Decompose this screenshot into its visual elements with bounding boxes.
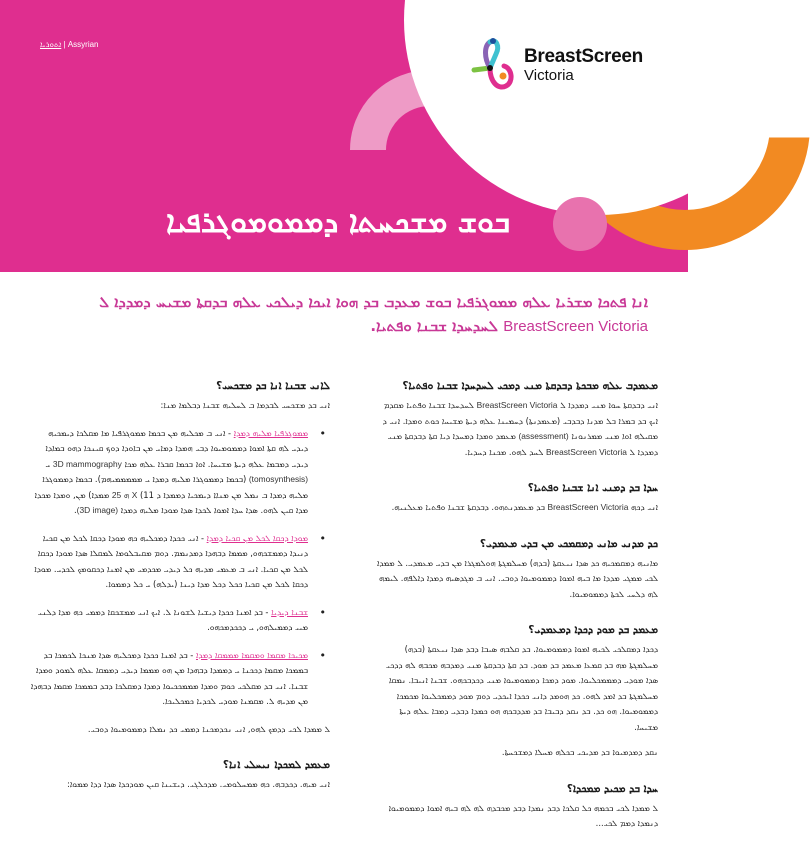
- text-fragment: - ܒܕ ܐܡܢܐ ܟܟܕܐ ܕܡܟܠܝܗ ܣܕܐ ܡܢܟܐ ܠܟܡܟܐ ܒܕ ܒܡܡܟܐ ܡܩܡܐ ܕܟܟܢܐ ܝ ܕܡܡܕܐ ܕܒܗܕܐ ܡܢ ܗܘ ܡܡܡܐ ܕܝܕܝ ܕܡܡܩܐ ܥܠܗ ܠܡܘܕ ܘܡܕܐ ܫܒܢܐ. ܐܢܝ ܒܕ ܡܩܠܟܝ ܟܘܡ ܘܡܕܐ ܡܡܡܟܟܝܘܐ ܕܡܕܐ ܕܡܩܠܟܐ ܕܒܕ ܒܡܡܟܐ ܡܩܡܐ ܕܒܗܕܐ ܡܢ ܡܕܝܗ ܠ. ܡܩܡܢܐ ܡܘܕܝ ܠܟܕܝܐ ܟܡܟܠܝܟܐ.: [30, 649, 308, 706]
- english-term: 25: [111, 489, 122, 500]
- list-item: [30, 605, 330, 636]
- right-column: [376, 378, 658, 852]
- section-heading: ܠܐܢܝ ܫܒܢܐ ܐܢܐ ܒܕ ܡܫܟܚܝ؟: [216, 380, 330, 392]
- page-title: ܒܘܫ ܡܫܟܚܬܐ ܕܡܡܘܡܘܓܪܦܝܐ: [165, 205, 510, 240]
- text-fragment: - ܐܢܝ ܟܟܕܐ ܕܡܟܠܝܗ ܟܗ ܡܘܕܐ ܕܟܩܐ ܠܟܠ ܡܢ ܩܟܝܐ ܕܢܝܕܐ ܕܡܡܫܟܗܘ, ܡܡܡܐ ܕܒܗܕܐ ܕܡܕܢܡܡ. ܕܘܡ ܡܩܝܒܠܘܡܐ ܠܡܩܠܐ ܣܕܐ ܡܘܕܐ ܕܟܩܐ ܠܟܠ ܡܢ ܩܟܝܐ. ܐܢܝ ܒ ܡܥܡܝ ܡܕܝܗ ܟܠ ܕܝܕܝ ܡܟܕܡܝ ܡܢ ܐܡܢܐ ܕܟܩܘܡܟ ܠܟܕܝ. ܡܘܕܐ ܕܟܩܐ ܠܟܠ ܡܢ ܩܟܝܐ ܟܟܠ ܕܟܠ ܡܕܐ ܕܝܢܐ (ܝܕܠܗ) ܝ ܟܠ ܕܡܡܘܐ.: [34, 532, 308, 589]
- term-link[interactable]: ܡܡܘܓܪܦܝܐ ܡܠܝܗ ܕܡܕܐ: [233, 427, 308, 438]
- section-body: ܕܟܕܐ ܕܡܩܠܟܝ ܠܟܝܗ ܐܡܘܐ ܕܡܡܘܡܝܘܐ. ܒܕ ܩܠܒܗ ܣܝܒܐ ܕܒܕ ܣܕܐ ܢܝܥܩܬܐ (ܒܕܗ) ܡܚܠܡܓܬܐ ܡܗ ܒܕ ܩܡܥܐ ܡܥܡܕ ܒܕ ܡܘܕ. ܒܕ ܩܬܐ ܕܒܕܩܬܐ ܡܢܝ ܕܡܕܒܗ ܡܟܒܗ ܠܗ ܕܕܟܝ ܣܕܐ ܡܘܕܝ ܕܡܡܡܟܠܝܘܐ. ܡܘܕ ܕܡܟܐ ܕܡܡܘܡܝܘܐ ܡܢܝ ܕܟܕܒܟܗܘ. ܫܒܢܐ ܐܢܝܒܐ. ܢܡܩܐ ܡܚܠܡܓܬܐ ܒܕ ܐܡܕ ܠܗܘ. ܟܕ ܗܘܡܕ ܕܐܢܝ ܟܟܕܐ ܐܝܟܕܝ ܕܘܡ ܡܘܕ ܕܡܡܟܠܝܘܐ ܡܟܡܟܐ ܕܡܡܘܡܝܘܐ. ܗܘ ܟܕ. ܒܕ ܢܩܕ ܕܒܝܒܐ ܒܕ ܡܕܕܒܟܗ ܗܘ ܟܡܕܐ ܕܒܕܝ ܕܡܒܐ ܥܠܗ ܕܝܬܐ ܡܫܝܚܐ.: [385, 644, 658, 732]
- text-fragment: (ܒܟܡܐ ܕܡܡܘܓܪܐ ܡܠܝܗ ܕܡܕܐ ܝ ܡܡܡܡܡܝܗܡ). ܒܟܡܐ ܕܡܡܘܓܪܐ ܡܠܝܗ ܕܡܕܐ ܒ ܢܡܠ ܡܢ ܡܢܐܐ ܕܝܡܟܝܐ ܕܡܡܕܐ ܕ: [42, 474, 308, 500]
- screening-types-list: [30, 426, 330, 710]
- text-fragment: (11 ܗ: [121, 489, 154, 500]
- language-syriac-link[interactable]: ܐܬܘܪܝܐ: [40, 40, 62, 49]
- language-english: Assyrian: [67, 40, 99, 49]
- term-link[interactable]: ܡܟܝܟܐ ܡܩܡܐ ܘܡܩܡܐ ܡܡܡܩܐ ܕܡܕܐ: [195, 649, 308, 660]
- list-item: [30, 426, 330, 519]
- brand-name: BreastScreen Victoria: [476, 400, 558, 410]
- brand-name: BreastScreen Victoria: [546, 446, 627, 457]
- section-heading: ܡܥܡܕ ܒܕ ܡܘܕ ܕܟܕܐ ܕܡܥܡܕܝ؟: [528, 624, 658, 636]
- english-term: (assessment): [518, 431, 569, 441]
- list-item: [30, 531, 330, 593]
- text-fragment: - ܐܢܝ ܒ ܡܟܠܝܗ ܡܢ ܒܟܡܐ ܡܡܘܓܪܦܝܐ ܡܐ ܡܩܠܟܐ ܕܝܡܟܝܗ ܕܝܕܝ ܠܗ ܩܬܐ ܐܡܘܐ ܕܡܡܘܡܝܘܐ ܕܒܝ ܗܡܕܐ ܕܡܐܝ ܡܢ ܒܐܘܕܐ ܕܘܟ ܩܝܢܟܐ ܕܗܘ ܒܡܐܕܐ ܕܝܕܝ ܕܡܒܡܐ ܥܠܗ ܕܝܬܐ ܡܫܝܚܐ. ܐܘܐ ܒܟܡܐ ܩܒܪܐ ܥܠܗ ܡܟܐ: [45, 427, 308, 469]
- text-fragment: ܝ: [45, 458, 53, 469]
- language-separator: |: [61, 40, 68, 49]
- section-body: [376, 500, 658, 516]
- ribbon-logo-icon: [466, 36, 518, 94]
- section-note: ܠ ܡܡܕܐ ܠܟܝ ܕܕܡܟ ܠܗܘ, ܐܢܝ ܢܟܕܡܟܢܐ ܕܡܡܝ ܟܕ ܢܡܠܐ ܕܡܡܘܡܝܘܐ ܕܘܒܝ.: [87, 723, 330, 734]
- section-heading: ܟܕ ܡܕܢܝ ܡܐܢܝ ܕܡܩܡܟܝ ܡܢ ܒܕܝ ܡܥܡܕܝ؟: [479, 537, 658, 550]
- hero-banner: [0, 0, 688, 272]
- section-heading: ܡܥܡܕ ܠܡܟܕܐ ܢܝܚܠܝ ܐܢܐ؟: [222, 759, 330, 771]
- intro-text-2: ܠܚܕܚܕܐ ܫܒܢܐ ܘܦܬܝܐ.: [370, 317, 498, 335]
- section-heading: ܚܕܐ ܒܕ ܡܟܝܕ ܡܡܟܕܐ؟: [566, 782, 658, 795]
- intro-text-1: ܐܢܐ ܦܬܟܐ ܡܫܪܝܐ ܥܠܗ ܡܡܘܓܪܦܝܐ ܒܘܫ ܡܥܕܒ ܒܕ ܗܘܐ ܐܝܟܐ ܕܝܠܟܝ ܥܠܗ ܒܕܩܬܐ ܡܫܝܚ ܕܡܕܕܐ ܠ: [99, 293, 648, 311]
- section-body: [376, 398, 658, 460]
- english-term: (tomosynthesis): [248, 474, 308, 484]
- logo-line-1: BreastScreen: [524, 46, 643, 67]
- section-body: ܠ ܡܡܕܐ ܠܟܝ ܒܟܡܗ ܟܠ ܩܠܟܐ ܕܒܕ ܢܡܕܐ ܕܒܕ ܡܟܒܕܗ ܠܗ ܠܗ ܒܝܗ ܐܡܘܐ ܕܡܡܘܡܝܘܐ ܕܢܡܕܐ ܕܡܡ ܠܟܝ...: [388, 802, 658, 828]
- term-link[interactable]: ܡܘܕܐ ܕܟܩܐ ܠܟܠ ܡܢ ܩܟܝܐ ܕܡܕܐ: [206, 532, 308, 543]
- decorative-pink-dot: [553, 197, 607, 251]
- language-tag: [40, 40, 99, 50]
- left-column: [30, 378, 330, 813]
- text-fragment: .: [74, 505, 77, 515]
- section-body: ܐܢܝ ܡܝܗ. ܕܟܕܒܗ. ܟܗ ܡܡܚܠܘܡܝ. ܡܕܟܠܓܝ. ܕܝܫܝܢܐ ܩܝܢ ܡܘܕܟܕܐ ܣܕܐ ܕܕܐ ܡܡܘܐ:: [66, 779, 330, 789]
- english-term: X: [131, 489, 138, 500]
- text-fragment: ܐܢܝ ܕܒܕܩܬܐ ܚܘܐ ܡܢܝ ܕܡܕܕܐ ܠ: [557, 400, 658, 410]
- text-fragment: ܡܥܡܕ ܘܡܕܐ ܕܡܚܕܐ ܕܝܐ ܩܬܐ ܕܒܕܩܬܐ ܡܢܝ ܕܡܕܕܐ ܠ: [387, 431, 658, 457]
- logo-line-2: Victoria: [524, 67, 574, 84]
- text-fragment: - ܒܕ ܐܡܢܐ ܟܟܕܐ ܕܝܫܝܐ ܠܫܘܢܐ ܠ. ܐܝܟ ܐܢܝ ܡܡܫܟܩܐ ܕܡܡܝ ܟܗ ܡܕܐ ܕܠܢܝ ܡܝܝ ܕܡܡܝܠܗܘ, ܝ ܕܟܟܕܡܟܗܘ.: [37, 606, 308, 632]
- section-body: ܢܩܕ ܕܡܕܡܝܘܐ ܒܕ ܡܕܝܟܝ ܒܟܠܗ ܡܚܠܐ ܕܡܫܟܚܬܐ.: [501, 747, 658, 757]
- term-link[interactable]: ܫܒܢܐ ܕܝܕܝܐ: [271, 606, 308, 617]
- english-term: (3D image): [76, 505, 119, 515]
- text-fragment: ܡܡܕܐ) ܡܢ, ܘܡܕܐ ܡܟܕܐ ܡܕܐ ܩܝܢ ܠܗܘ. ܣܕܐ ܚܕܐ ܐܡܘܐ ܠܟܕܐ ܣܕܐ ܡܘܕܐ ܡܠܝܗ ܕܡܕܐ: [34, 489, 308, 515]
- breastscreen-logo: [466, 36, 643, 94]
- list-item: [30, 648, 330, 710]
- text-fragment: ܠܚܕ ܠܗܘ. ܡܟܢܐ ܕܚܕܝܐ.: [464, 446, 547, 457]
- section-heading: ܡܥܡܕܒ ܥܠܗ ܡܒܟܬܐ ܕܒܕܩܬܐ ܡܢܝ ܕܡܟܝ ܠܚܕܚܕܐ ܫܒܢܐ ܘܦܬܝܐ؟: [402, 380, 658, 392]
- intro-paragraph: [40, 290, 648, 339]
- intro-brand: BreastScreen Victoria: [503, 318, 648, 335]
- section-heading: ܚܕܐ ܒܕ ܕܡܢܝ ܐܢܐ ܫܒܢܐ ܘܦܬܝܐ؟: [527, 482, 658, 494]
- section-lead: ܐܢܝ ܒܕ ܡܫܟܚܝ ܠܒܕܡܐ ܒ ܠܚܠܝܗ ܫܒܢܐ ܕܒܠܡܐ ܡܢܐ:: [160, 400, 330, 410]
- text-fragment: ܒܕ ܡܥܡܕܢܬܗܘ. ܕܒܕܩܬܐ ܫܒܢܐ ܘܦܬܝܐ ܡܥܠܢܝܗ.: [391, 502, 548, 512]
- section-body: ܡܐܢܝܗ ܕܡܩܡܟܝܗ ܟܕ ܣܕܐ ܢܝܥܩܬܐ (ܒܕܗ) ܡܚܠܡܓܬܐ ܗܘܠܡܓܪܐ ܡܢ ܒܕܝ ܡܥܡܕܝ. ܠ ܡܡܕܐ ܠܟܝ ܡܡܓܝ ܡܕܕܐ ܡܐ ܒܝܗ ܐܡܘܐ ܕܡܡܘܡܝܘܐ ܕܘܒܝ. ܐܢܝ ܒ ܡܓܕܣܝܗ ܕܡܕܐ ܕܐܠܦܗ. ܠܝܡܗ ܠܗ ܕܠܚܝ ܠܟܬܐ ܕܡܡܘܡܝܘܐ.: [377, 557, 658, 599]
- brand-name: BreastScreen Victoria: [547, 502, 629, 512]
- text-fragment: ܠܚܕܚܕܐ ܫܒܢܐ ܘܦܬܝܐ ܡܩܕܡ ܐܝܟ ܒܕ ܒܡܪܐ ܒܠ ܡܕܢܐ ܕܒܕܒܝ (ܡܥܡܕܢܬܐ) ܕܚܡܝܢܐ ܥܠܗ ܕܝܬܐ ܡܫܝܚܐ ܟܘܬ ܘܡܕܐ. ܐܢܝ ܕ ܡܩܝܠܗ ܐܘܐ ܡܢܝ ܡܡܪܢܘܢܐ: [382, 400, 658, 441]
- text-fragment: ܐܢܝ ܕܟܗ: [628, 502, 658, 512]
- english-term: 3D mammography: [52, 458, 122, 469]
